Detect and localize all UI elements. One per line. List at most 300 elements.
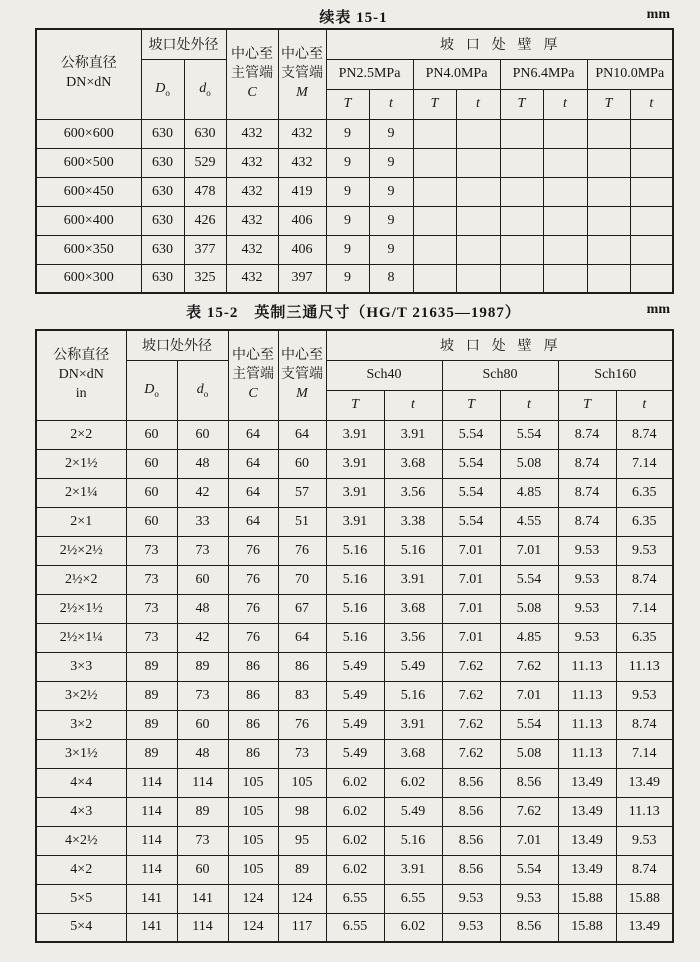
value-cell: 86	[228, 739, 278, 768]
value-cell: 105	[228, 797, 278, 826]
table-row	[36, 206, 673, 235]
value-cell	[543, 177, 587, 206]
table-row	[36, 710, 673, 739]
table-row	[36, 235, 673, 264]
value-cell: 6.02	[384, 913, 442, 942]
col-header-T: T	[558, 390, 616, 420]
value-cell: 3.91	[384, 710, 442, 739]
value-cell: 419	[278, 177, 326, 206]
value-cell: 3.68	[384, 739, 442, 768]
D-symbol: D	[155, 81, 166, 96]
center-to-main-symbol: C	[247, 84, 257, 100]
value-cell: 5.54	[500, 855, 558, 884]
table1-caption-row	[35, 6, 672, 28]
value-cell: 13.49	[558, 768, 616, 797]
value-cell: 3.56	[384, 623, 442, 652]
value-cell: 11.13	[558, 681, 616, 710]
table-row	[36, 884, 673, 913]
unit-label-top: mm	[646, 7, 670, 22]
value-cell: 5.49	[326, 739, 384, 768]
value-cell: 86	[278, 652, 326, 681]
center-to-main-label-2: 主管端	[231, 65, 273, 81]
value-cell: 6.02	[326, 797, 384, 826]
pressure-group-pn25: PN2.5MPa	[326, 59, 413, 89]
value-cell: 13.49	[616, 768, 673, 797]
value-cell: 60	[278, 449, 326, 478]
value-cell: 432	[226, 148, 278, 177]
value-cell: 9	[326, 264, 369, 293]
value-cell: 9	[326, 206, 369, 235]
D-subscript: o	[165, 87, 170, 98]
value-cell	[543, 264, 587, 293]
value-cell: 3.91	[326, 420, 384, 449]
table-row	[36, 826, 673, 855]
size-cell: 2×1	[36, 507, 126, 536]
value-cell: 5.54	[442, 507, 500, 536]
value-cell	[630, 206, 673, 235]
value-cell: 3.91	[326, 507, 384, 536]
value-cell: 60	[177, 710, 228, 739]
table1-header-row-1	[36, 29, 673, 59]
value-cell	[587, 148, 630, 177]
value-cell: 8.74	[558, 449, 616, 478]
value-cell: 6.55	[326, 913, 384, 942]
value-cell: 3.91	[384, 420, 442, 449]
table2-title: 表 15-2 英制三通尺寸（HG/T 21635—1987）	[186, 305, 521, 321]
table-row	[36, 797, 673, 826]
value-cell: 95	[278, 826, 326, 855]
value-cell: 5.16	[384, 681, 442, 710]
center-to-main-label-1: 中心至	[232, 347, 274, 363]
value-cell	[413, 119, 456, 148]
D-subscript: o	[154, 388, 159, 399]
imperial-tee-table	[35, 329, 674, 943]
value-cell: 86	[228, 681, 278, 710]
value-cell: 7.62	[442, 681, 500, 710]
value-cell: 73	[177, 681, 228, 710]
table2-header-row-2	[36, 360, 673, 390]
d-subscript: o	[206, 87, 211, 98]
value-cell: 6.02	[326, 855, 384, 884]
value-cell: 5.54	[500, 420, 558, 449]
center-to-branch-label-1: 中心至	[281, 347, 323, 363]
center-to-branch-symbol: M	[296, 385, 308, 401]
value-cell: 5.16	[326, 623, 384, 652]
value-cell	[630, 119, 673, 148]
sch-group-40: Sch40	[326, 360, 442, 390]
value-cell: 5.54	[442, 420, 500, 449]
value-cell: 124	[228, 884, 278, 913]
value-cell: 7.14	[616, 594, 673, 623]
table2-header-row-1	[36, 330, 673, 360]
value-cell: 630	[141, 264, 184, 293]
value-cell: 105	[228, 826, 278, 855]
value-cell	[456, 119, 500, 148]
pressure-group-pn64: PN6.4MPa	[500, 59, 587, 89]
col-header-wall-thickness: 坡口处壁厚	[326, 29, 673, 59]
value-cell: 15.88	[616, 884, 673, 913]
center-to-branch-symbol: M	[296, 84, 308, 100]
table-row	[36, 594, 673, 623]
value-cell: 57	[278, 478, 326, 507]
table-row	[36, 177, 673, 206]
value-cell: 64	[228, 420, 278, 449]
value-cell	[543, 119, 587, 148]
value-cell: 8.74	[558, 507, 616, 536]
size-cell: 4×2½	[36, 826, 126, 855]
value-cell: 9.53	[442, 913, 500, 942]
value-cell: 8.74	[616, 855, 673, 884]
size-cell: 2×1½	[36, 449, 126, 478]
value-cell: 15.88	[558, 913, 616, 942]
value-cell: 3.91	[384, 855, 442, 884]
center-to-main-label-2: 主管端	[232, 366, 274, 382]
nominal-diameter-symbol: DN×dN	[66, 75, 112, 91]
value-cell: 8.56	[442, 797, 500, 826]
value-cell: 432	[226, 206, 278, 235]
value-cell: 9.53	[558, 565, 616, 594]
table-row	[36, 420, 673, 449]
size-cell: 600×600	[36, 119, 141, 148]
d-subscript: o	[203, 388, 209, 399]
value-cell: 64	[278, 420, 326, 449]
value-cell: 64	[228, 478, 278, 507]
value-cell: 630	[141, 119, 184, 148]
value-cell: 325	[184, 264, 226, 293]
value-cell: 76	[228, 594, 278, 623]
value-cell: 5.49	[326, 681, 384, 710]
value-cell	[543, 235, 587, 264]
value-cell	[500, 148, 543, 177]
size-cell: 600×400	[36, 206, 141, 235]
value-cell: 8.56	[442, 855, 500, 884]
value-cell	[500, 206, 543, 235]
value-cell: 5.49	[384, 652, 442, 681]
value-cell: 432	[226, 177, 278, 206]
size-cell: 5×4	[36, 913, 126, 942]
value-cell: 73	[126, 594, 177, 623]
value-cell	[456, 206, 500, 235]
value-cell: 9	[369, 148, 413, 177]
value-cell: 9.53	[616, 681, 673, 710]
size-cell: 2½×2½	[36, 536, 126, 565]
col-header-nominal-diameter	[36, 330, 126, 420]
value-cell: 89	[177, 652, 228, 681]
col-header-center-to-main	[228, 330, 278, 420]
col-header-t: t	[543, 89, 587, 119]
value-cell	[630, 264, 673, 293]
value-cell: 6.55	[326, 884, 384, 913]
size-cell: 2½×1½	[36, 594, 126, 623]
value-cell: 4.85	[500, 623, 558, 652]
value-cell: 8.74	[616, 420, 673, 449]
value-cell	[456, 235, 500, 264]
value-cell: 6.02	[326, 768, 384, 797]
value-cell: 9	[326, 148, 369, 177]
value-cell: 76	[228, 565, 278, 594]
value-cell: 15.88	[558, 884, 616, 913]
value-cell: 630	[141, 148, 184, 177]
value-cell: 124	[228, 913, 278, 942]
col-header-t: t	[630, 89, 673, 119]
value-cell: 9.53	[558, 594, 616, 623]
value-cell: 5.16	[326, 536, 384, 565]
col-header-T: T	[326, 89, 369, 119]
value-cell	[456, 264, 500, 293]
value-cell: 73	[278, 739, 326, 768]
size-cell: 3×1½	[36, 739, 126, 768]
value-cell: 114	[177, 768, 228, 797]
value-cell: 73	[126, 623, 177, 652]
table-row	[36, 623, 673, 652]
value-cell: 7.14	[616, 739, 673, 768]
value-cell: 42	[177, 623, 228, 652]
value-cell: 8.56	[442, 826, 500, 855]
value-cell: 114	[126, 826, 177, 855]
center-to-branch-label-2: 支管端	[281, 65, 323, 81]
value-cell: 60	[177, 420, 228, 449]
size-cell: 4×4	[36, 768, 126, 797]
value-cell: 5.49	[326, 710, 384, 739]
value-cell: 3.38	[384, 507, 442, 536]
value-cell: 114	[126, 855, 177, 884]
value-cell: 9	[369, 206, 413, 235]
value-cell: 7.01	[442, 594, 500, 623]
col-header-nominal-diameter	[36, 29, 141, 119]
size-cell: 600×300	[36, 264, 141, 293]
value-cell: 114	[126, 768, 177, 797]
metric-tee-table	[35, 28, 674, 294]
table-row	[36, 119, 673, 148]
value-cell: 11.13	[616, 652, 673, 681]
value-cell: 7.01	[500, 681, 558, 710]
value-cell: 13.49	[558, 826, 616, 855]
value-cell: 7.01	[442, 536, 500, 565]
value-cell: 5.08	[500, 594, 558, 623]
table1-body	[36, 119, 673, 293]
value-cell: 7.01	[500, 826, 558, 855]
col-header-t: t	[384, 390, 442, 420]
value-cell: 8.74	[558, 420, 616, 449]
value-cell: 8.56	[500, 768, 558, 797]
table1-continued-title: 续表 15-1	[319, 10, 388, 26]
value-cell	[413, 177, 456, 206]
col-header-Do	[141, 59, 184, 119]
value-cell: 9.53	[500, 884, 558, 913]
value-cell: 86	[228, 710, 278, 739]
value-cell: 9	[369, 119, 413, 148]
value-cell: 9.53	[616, 826, 673, 855]
value-cell: 114	[126, 797, 177, 826]
value-cell: 48	[177, 449, 228, 478]
value-cell: 9.53	[442, 884, 500, 913]
col-header-Do	[126, 360, 177, 420]
value-cell: 6.02	[384, 768, 442, 797]
value-cell: 432	[278, 148, 326, 177]
value-cell: 3.68	[384, 449, 442, 478]
value-cell: 60	[126, 507, 177, 536]
size-cell: 4×3	[36, 797, 126, 826]
nominal-diameter-symbol: DN×dN	[58, 366, 104, 382]
value-cell: 70	[278, 565, 326, 594]
size-cell: 5×5	[36, 884, 126, 913]
table2-body	[36, 420, 673, 942]
value-cell: 5.49	[326, 652, 384, 681]
size-cell: 3×3	[36, 652, 126, 681]
value-cell: 6.35	[616, 478, 673, 507]
value-cell	[630, 148, 673, 177]
value-cell: 7.01	[442, 623, 500, 652]
value-cell: 141	[126, 884, 177, 913]
sch-group-160: Sch160	[558, 360, 673, 390]
value-cell: 4.55	[500, 507, 558, 536]
value-cell: 7.62	[500, 797, 558, 826]
value-cell: 5.08	[500, 449, 558, 478]
value-cell: 9.53	[558, 623, 616, 652]
size-cell: 2½×1¼	[36, 623, 126, 652]
value-cell: 11.13	[616, 797, 673, 826]
value-cell: 3.56	[384, 478, 442, 507]
table2-caption-row	[35, 301, 672, 323]
value-cell: 3.91	[326, 478, 384, 507]
value-cell: 11.13	[558, 652, 616, 681]
value-cell: 89	[177, 797, 228, 826]
value-cell	[413, 148, 456, 177]
size-cell: 4×2	[36, 855, 126, 884]
nominal-diameter-label: 公称直径	[53, 347, 110, 363]
col-header-T: T	[413, 89, 456, 119]
value-cell: 3.91	[384, 565, 442, 594]
col-header-do	[177, 360, 228, 420]
col-header-t: t	[500, 390, 558, 420]
value-cell: 529	[184, 148, 226, 177]
value-cell: 48	[177, 739, 228, 768]
value-cell	[413, 264, 456, 293]
value-cell: 6.02	[326, 826, 384, 855]
value-cell	[543, 148, 587, 177]
value-cell: 83	[278, 681, 326, 710]
value-cell: 8.74	[558, 478, 616, 507]
col-header-t: t	[369, 89, 413, 119]
table-row	[36, 652, 673, 681]
pressure-group-pn40: PN4.0MPa	[413, 59, 500, 89]
value-cell	[413, 206, 456, 235]
value-cell: 105	[278, 768, 326, 797]
value-cell: 89	[126, 652, 177, 681]
value-cell: 630	[141, 177, 184, 206]
size-cell: 600×450	[36, 177, 141, 206]
value-cell: 630	[141, 206, 184, 235]
value-cell: 7.62	[500, 652, 558, 681]
value-cell: 5.16	[326, 594, 384, 623]
value-cell: 76	[228, 536, 278, 565]
table-row	[36, 536, 673, 565]
value-cell: 48	[177, 594, 228, 623]
value-cell: 6.55	[384, 884, 442, 913]
value-cell	[587, 119, 630, 148]
value-cell: 11.13	[558, 739, 616, 768]
value-cell: 89	[126, 739, 177, 768]
value-cell: 98	[278, 797, 326, 826]
nominal-diameter-label: 公称直径	[60, 56, 117, 72]
value-cell: 7.62	[442, 710, 500, 739]
D-symbol: D	[144, 382, 155, 397]
value-cell: 13.49	[558, 797, 616, 826]
value-cell: 4.85	[500, 478, 558, 507]
col-header-do	[184, 59, 226, 119]
value-cell: 76	[278, 536, 326, 565]
value-cell: 64	[228, 449, 278, 478]
col-header-groove-od: 坡口处外径	[141, 29, 226, 59]
value-cell: 9	[369, 177, 413, 206]
value-cell: 9	[326, 177, 369, 206]
table-row	[36, 507, 673, 536]
col-header-center-to-main	[226, 29, 278, 119]
center-to-main-symbol: C	[248, 385, 258, 401]
value-cell: 73	[177, 536, 228, 565]
value-cell: 5.54	[442, 478, 500, 507]
value-cell: 432	[226, 235, 278, 264]
value-cell: 141	[126, 913, 177, 942]
value-cell: 33	[177, 507, 228, 536]
value-cell: 9	[326, 235, 369, 264]
col-header-T: T	[442, 390, 500, 420]
value-cell: 64	[278, 623, 326, 652]
value-cell: 13.49	[616, 913, 673, 942]
value-cell: 9.53	[616, 536, 673, 565]
value-cell: 432	[226, 264, 278, 293]
d-symbol: d	[196, 382, 204, 397]
table-row	[36, 739, 673, 768]
value-cell	[587, 264, 630, 293]
size-cell: 3×2½	[36, 681, 126, 710]
value-cell: 13.49	[558, 855, 616, 884]
value-cell: 105	[228, 855, 278, 884]
value-cell: 8.56	[500, 913, 558, 942]
col-header-T: T	[500, 89, 543, 119]
value-cell	[413, 235, 456, 264]
size-cell: 600×350	[36, 235, 141, 264]
value-cell: 8.56	[442, 768, 500, 797]
value-cell: 89	[126, 681, 177, 710]
nominal-diameter-unit: in	[75, 385, 87, 401]
d-symbol: d	[199, 81, 207, 96]
col-header-T: T	[326, 390, 384, 420]
value-cell: 60	[126, 478, 177, 507]
value-cell	[456, 148, 500, 177]
value-cell: 141	[177, 884, 228, 913]
value-cell: 5.54	[500, 710, 558, 739]
value-cell: 5.16	[384, 536, 442, 565]
sch-group-80: Sch80	[442, 360, 558, 390]
value-cell: 8.74	[616, 710, 673, 739]
value-cell: 73	[177, 826, 228, 855]
value-cell: 5.54	[442, 449, 500, 478]
value-cell: 9	[326, 119, 369, 148]
value-cell: 86	[228, 652, 278, 681]
value-cell: 11.13	[558, 710, 616, 739]
value-cell: 5.49	[384, 797, 442, 826]
value-cell: 60	[177, 855, 228, 884]
value-cell: 67	[278, 594, 326, 623]
col-header-t: t	[456, 89, 500, 119]
value-cell: 6.35	[616, 507, 673, 536]
value-cell: 630	[184, 119, 226, 148]
value-cell: 8	[369, 264, 413, 293]
value-cell: 5.08	[500, 739, 558, 768]
value-cell: 432	[278, 119, 326, 148]
table-row	[36, 478, 673, 507]
